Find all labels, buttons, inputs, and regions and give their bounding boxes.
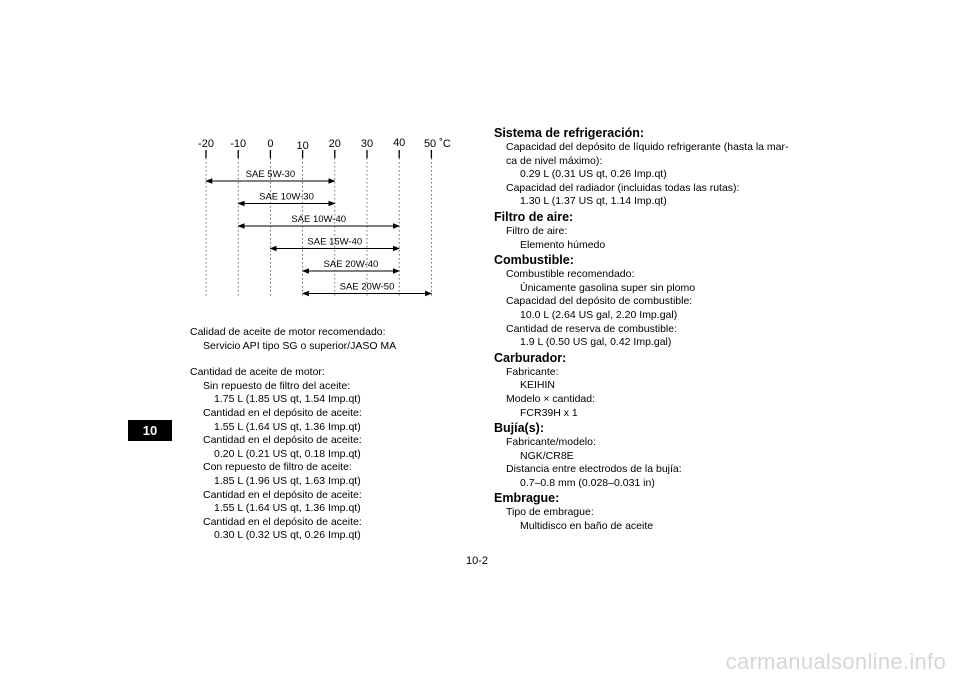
- viscosity-grade-label: SAE 10W-30: [259, 191, 314, 203]
- fuel-recommended-label: Combustible recomendado:: [506, 268, 635, 281]
- viscosity-grade-label: SAE 15W-40: [307, 236, 363, 248]
- cooling-heading: Sistema de refrigeración:: [494, 126, 645, 140]
- temperature-tick-label: 30: [360, 138, 374, 150]
- temperature-tick-label: 0: [267, 138, 274, 150]
- temperature-tick-label: 50 ˚C: [423, 138, 451, 150]
- fuel-reserve-value: 1.9 L (0.50 US gal, 0.42 Imp.gal): [520, 336, 672, 349]
- oil-quality-label: Calidad de aceite de motor recomendado:: [190, 326, 386, 338]
- fuel-tank-label: Capacidad del depósito de combustible:: [506, 295, 693, 308]
- oil-quantity-list: [190, 380, 470, 543]
- oil-quantity-item-label: Cantidad en el depósito de aceite:: [203, 406, 362, 419]
- carburetor-maker-value: KEIHIN: [520, 379, 556, 392]
- spark-plug-gap-label: Distancia entre electrodos de la bujía:: [506, 463, 682, 476]
- fuel-heading: Combustible:: [494, 253, 574, 268]
- oil-quantity-item-value: 1.55 L (1.64 US qt, 1.36 Imp.qt): [214, 502, 361, 515]
- watermark: carmanualsonline.info: [725, 649, 946, 674]
- oil-quantity-item-label: Sin repuesto de filtro del aceite:: [203, 379, 351, 392]
- radiator-capacity-label: Capacidad del radiador (incluidas todas las rutas):: [506, 181, 740, 194]
- viscosity-grade-label: SAE 20W-50: [339, 281, 395, 293]
- oil-quantity-item-value: 1.85 L (1.96 US qt, 1.63 Imp.qt): [214, 474, 361, 487]
- clutch-type-value: Multidisco en baño de aceite: [520, 520, 654, 533]
- oil-quantity-item-value: 1.75 L (1.85 US qt, 1.54 Imp.qt): [214, 393, 361, 406]
- temperature-tick-label: 10: [296, 140, 309, 152]
- carburetor-maker-label: Fabricante:: [506, 365, 559, 378]
- viscosity-grade-label: SAE 5W-30: [245, 169, 296, 180]
- air-filter-label: Filtro de aire:: [506, 224, 568, 237]
- specifications-column: [494, 125, 824, 534]
- oil-quality-value: Servicio API tipo SG o superior/JASO MA: [203, 339, 397, 352]
- oil-quantity-item-value: 1.55 L (1.64 US qt, 1.36 Imp.qt): [214, 420, 361, 433]
- temperature-tick-label: -20: [198, 138, 214, 150]
- coolant-reservoir-label: Capacidad del depósito de líquido refrigerante (hasta la mar-: [506, 141, 789, 153]
- temperature-tick-label: -10: [230, 138, 247, 150]
- clutch-type-label: Tipo de embrague:: [506, 506, 594, 519]
- page-number: 10-2: [466, 555, 489, 567]
- oil-viscosity-chart: [180, 128, 470, 300]
- clutch-heading: Embrague:: [494, 491, 560, 506]
- air-filter-value: Elemento húmedo: [520, 238, 606, 251]
- spark-plug-gap-value: 0.7–0.8 mm (0.028–0.031 in): [520, 476, 655, 489]
- oil-quantity-item-label: Con repuesto de filtro de aceite:: [203, 461, 352, 474]
- coolant-reservoir-label-cont: ca de nivel máximo):: [506, 154, 603, 167]
- oil-quantity-item-label: Cantidad en el depósito de aceite:: [203, 488, 362, 501]
- radiator-capacity-value: 1.30 L (1.37 US qt, 1.14 Imp.qt): [520, 195, 667, 208]
- temperature-tick-label: 40: [393, 137, 406, 149]
- spark-plug-maker-value: NGK/CR8E: [520, 449, 574, 462]
- viscosity-grade-label: SAE 20W-40: [323, 259, 379, 270]
- spark-plug-maker-label: Fabricante/modelo:: [506, 436, 596, 449]
- coolant-reservoir-value: 0.29 L (0.31 US qt, 0.26 Imp.qt): [520, 168, 667, 181]
- oil-quantity-item-value: 0.30 L (0.32 US qt, 0.26 Imp.qt): [214, 529, 361, 542]
- chapter-tab: 10: [128, 420, 172, 441]
- engine-oil-section: [190, 326, 470, 543]
- fuel-tank-value: 10.0 L (2.64 US gal, 2.20 Imp.gal): [520, 308, 678, 321]
- carburetor-heading: Carburador:: [494, 350, 567, 365]
- viscosity-grade-label: SAE 10W-40: [291, 214, 347, 225]
- oil-quantity-label: Cantidad de aceite de motor:: [190, 366, 325, 379]
- carburetor-model-label: Modelo × cantidad:: [506, 392, 596, 405]
- fuel-reserve-label: Cantidad de reserva de combustible:: [506, 322, 678, 335]
- spark-plug-heading: Bujía(s):: [494, 421, 544, 436]
- air-filter-heading: Filtro de aire:: [494, 209, 574, 224]
- oil-quantity-item-value: 0.20 L (0.21 US qt, 0.18 Imp.qt): [214, 447, 361, 460]
- oil-quantity-item-label: Cantidad en el depósito de aceite:: [203, 515, 362, 528]
- fuel-recommended-value: Únicamente gasolina super sin plomo: [520, 281, 696, 294]
- oil-quantity-item-label: Cantidad en el depósito de aceite:: [203, 434, 362, 447]
- carburetor-model-value: FCR39H x 1: [520, 406, 578, 419]
- temperature-tick-label: 20: [328, 138, 341, 150]
